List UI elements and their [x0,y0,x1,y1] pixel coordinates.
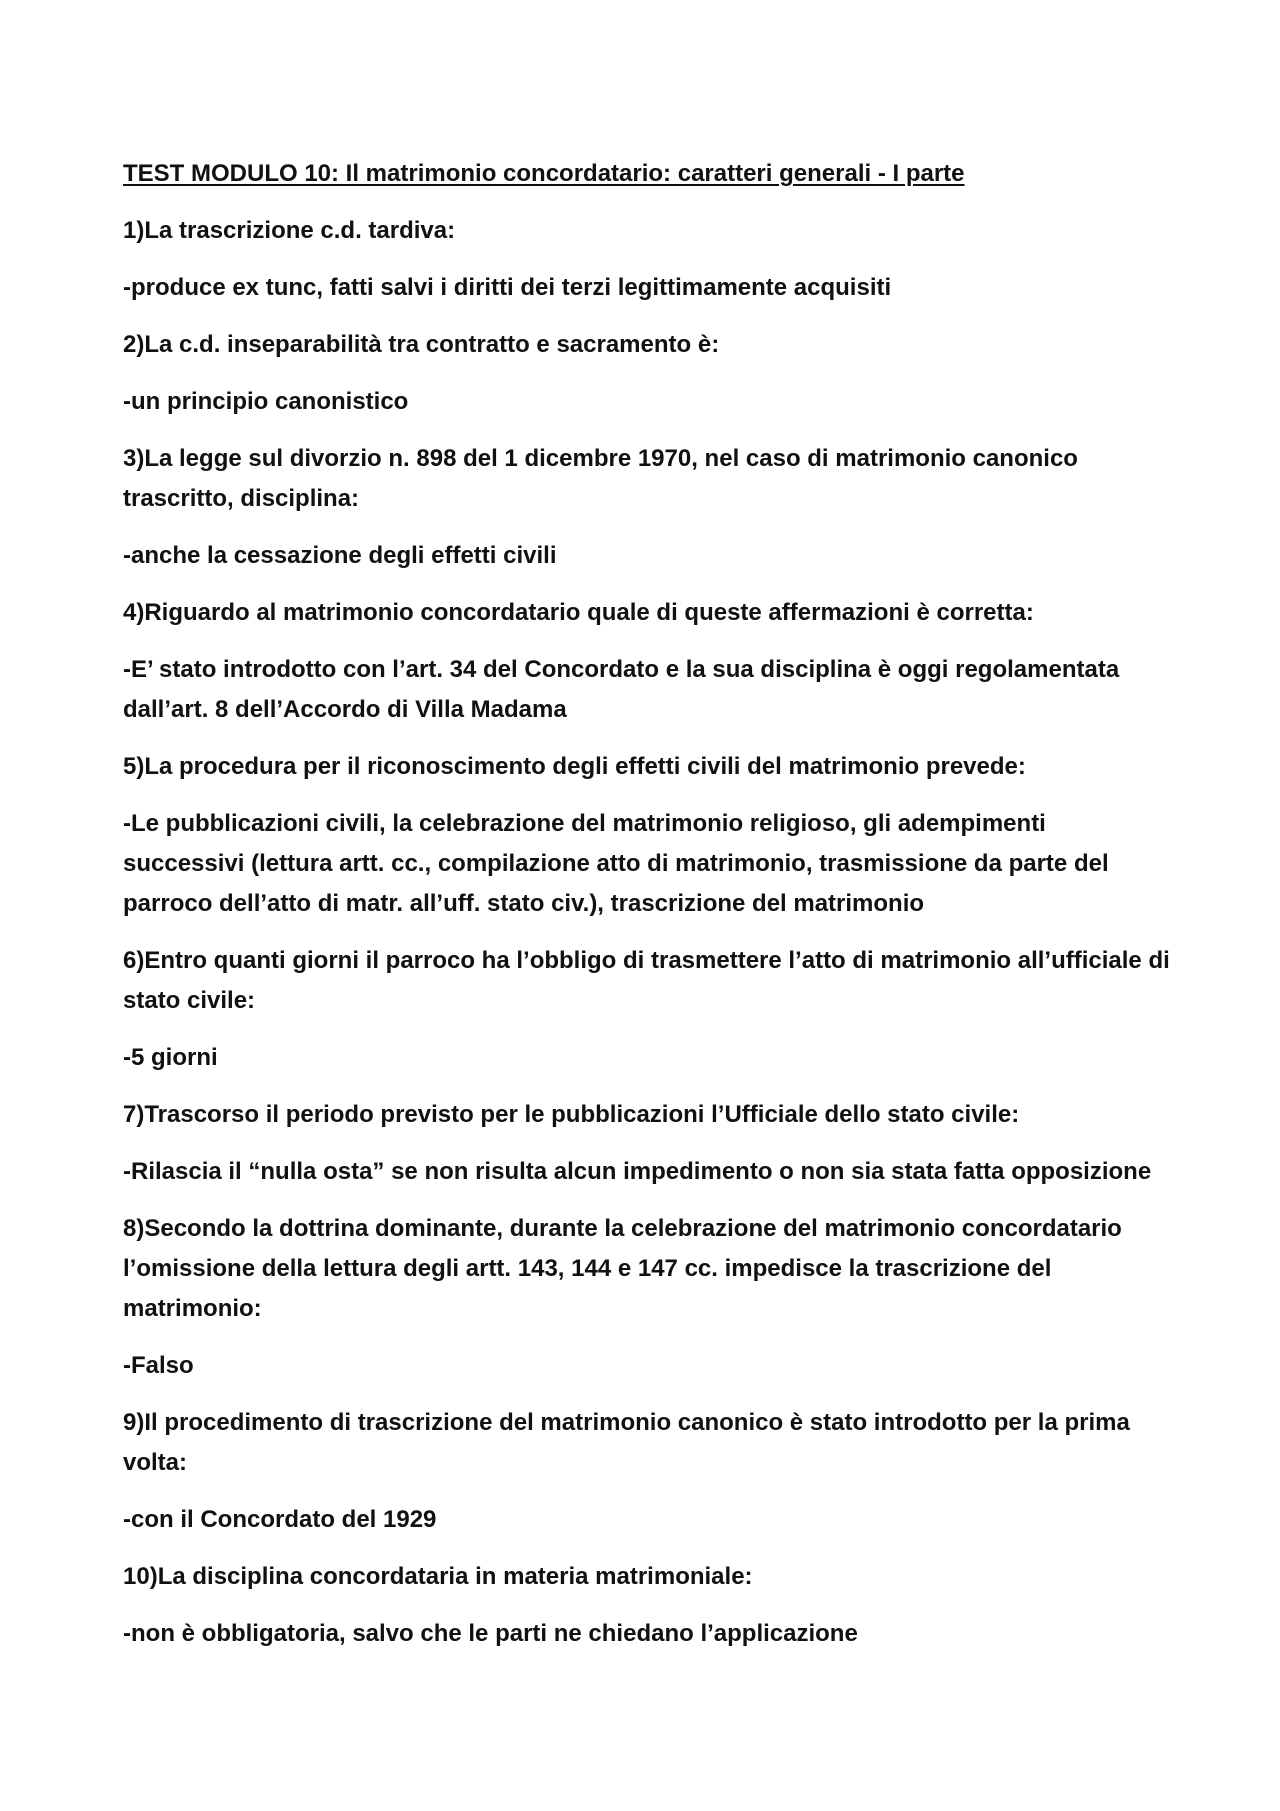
question-8: 8)Secondo la dottrina dominante, durante la celebrazione del matrimonio concordatario l’omissione della lettura degli artt. 143, 144 e 147 cc. impedisce la trascrizione del matrimonio: [123,1215,1122,1322]
question-2: 2)La c.d. inseparabilità tra contratto e sacramento è: [123,331,720,358]
question-5: 5)La procedura per il riconoscimento degli effetti civili del matrimonio prevede: [123,753,1026,780]
answer-5: -Le pubblicazioni civili, la celebrazione del matrimonio religioso, gli adempimenti successivi (lettura artt. cc., compilazione atto di matrimonio, trasmissione da parte del parroco dell’atto di matr. all’uff. stato civ.), trascrizione del matrimonio [123,810,1109,917]
answer-4: -E’ stato introdotto con l’art. 34 del Concordato e la sua disciplina è oggi regolamentata dall’art. 8 dell’Accordo di Villa Madama [123,656,1120,723]
answer-1: -produce ex tunc, fatti salvi i diritti dei terzi legittimamente acquisiti [123,274,892,301]
question-7: 7)Trascorso il periodo previsto per le pubblicazioni l’Ufficiale dello stato civile: [123,1101,1020,1128]
question-10: 10)La disciplina concordataria in materia matrimoniale: [123,1563,753,1590]
document-content [123,154,1173,1671]
question-1: 1)La trascrizione c.d. tardiva: [123,217,456,244]
answer-9: -con il Concordato del 1929 [123,1506,437,1533]
question-6: 6)Entro quanti giorni il parroco ha l’obbligo di trasmettere l’atto di matrimonio all’ufficiale di stato civile: [123,947,1170,1014]
answer-8: -Falso [123,1352,194,1379]
answer-3: -anche la cessazione degli effetti civili [123,542,557,569]
answer-6: -5 giorni [123,1044,218,1071]
answer-7: -Rilascia il “nulla osta” se non risulta alcun impedimento o non sia stata fatta opposizione [123,1158,1152,1185]
document-title: TEST MODULO 10: Il matrimonio concordatario: caratteri generali - I parte [123,160,965,187]
question-3: 3)La legge sul divorzio n. 898 del 1 dicembre 1970, nel caso di matrimonio canonico trascritto, disciplina: [123,445,1078,512]
question-9: 9)Il procedimento di trascrizione del matrimonio canonico è stato introdotto per la prima volta: [123,1409,1130,1476]
answer-10: -non è obbligatoria, salvo che le parti ne chiedano l’applicazione [123,1620,858,1647]
question-4: 4)Riguardo al matrimonio concordatario quale di queste affermazioni è corretta: [123,599,1034,626]
answer-2: -un principio canonistico [123,388,409,415]
